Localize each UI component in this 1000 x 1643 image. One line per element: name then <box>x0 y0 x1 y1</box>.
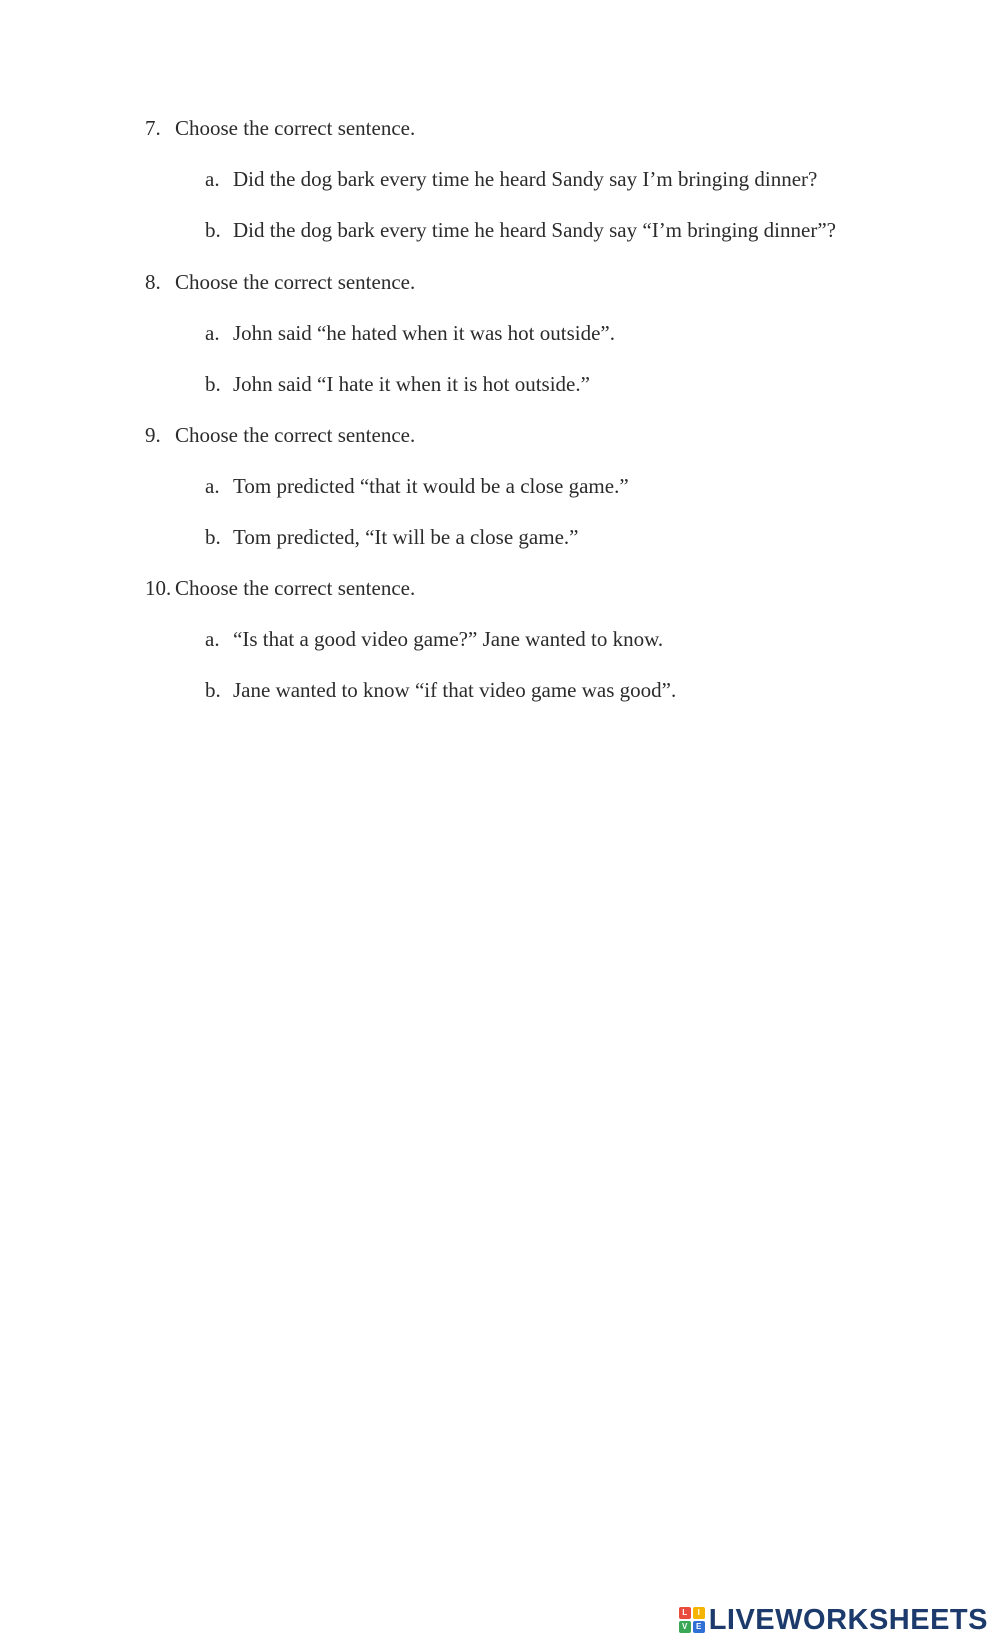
question-number: 10. <box>145 576 172 600</box>
question-7 <box>145 114 415 142</box>
question-prompt: Choose the correct sentence. <box>175 270 416 294</box>
option-letter: a. <box>205 627 220 651</box>
question-prompt: Choose the correct sentence. <box>175 116 416 140</box>
option-text: Tom predicted, “It will be a close game.” <box>233 525 579 549</box>
option-letter: b. <box>205 525 221 549</box>
question-8-option-b[interactable] <box>205 370 590 398</box>
option-text: John said “I hate it when it is hot outside.” <box>233 372 590 396</box>
liveworksheets-logo-icon <box>679 1607 705 1633</box>
brand-name: LIVEWORKSHEETS <box>708 1604 988 1636</box>
question-7-option-a[interactable] <box>205 165 817 193</box>
option-text: Tom predicted “that it would be a close game.” <box>233 474 629 498</box>
question-9-option-b[interactable] <box>205 523 578 551</box>
question-number: 9. <box>145 423 161 447</box>
question-10-option-b[interactable] <box>205 676 676 704</box>
option-text: “Is that a good video game?” Jane wanted to know. <box>233 627 664 651</box>
logo-tile: E <box>693 1621 705 1633</box>
logo-tile: L <box>679 1607 691 1619</box>
option-letter: a. <box>205 167 220 191</box>
liveworksheets-logo[interactable] <box>679 1605 988 1635</box>
option-text: Did the dog bark every time he heard Sandy say “I’m bringing dinner”? <box>233 218 836 242</box>
question-prompt: Choose the correct sentence. <box>175 576 416 600</box>
question-8 <box>145 268 415 296</box>
option-letter: b. <box>205 218 221 242</box>
option-letter: b. <box>205 372 221 396</box>
logo-tile: I <box>693 1607 705 1619</box>
question-prompt: Choose the correct sentence. <box>175 423 416 447</box>
question-9-option-a[interactable] <box>205 472 629 500</box>
question-9 <box>145 421 415 449</box>
question-number: 7. <box>145 116 161 140</box>
option-letter: a. <box>205 474 220 498</box>
question-10-option-a[interactable] <box>205 625 663 653</box>
option-text: Did the dog bark every time he heard Sandy say I’m bringing dinner? <box>233 167 818 191</box>
option-text: John said “he hated when it was hot outside”. <box>233 321 615 345</box>
question-8-option-a[interactable] <box>205 319 615 347</box>
question-10 <box>145 574 415 602</box>
option-letter: b. <box>205 678 221 702</box>
question-number: 8. <box>145 270 161 294</box>
option-text: Jane wanted to know “if that video game was good”. <box>233 678 677 702</box>
option-letter: a. <box>205 321 220 345</box>
question-7-option-b[interactable] <box>205 216 836 244</box>
logo-tile: V <box>679 1621 691 1633</box>
